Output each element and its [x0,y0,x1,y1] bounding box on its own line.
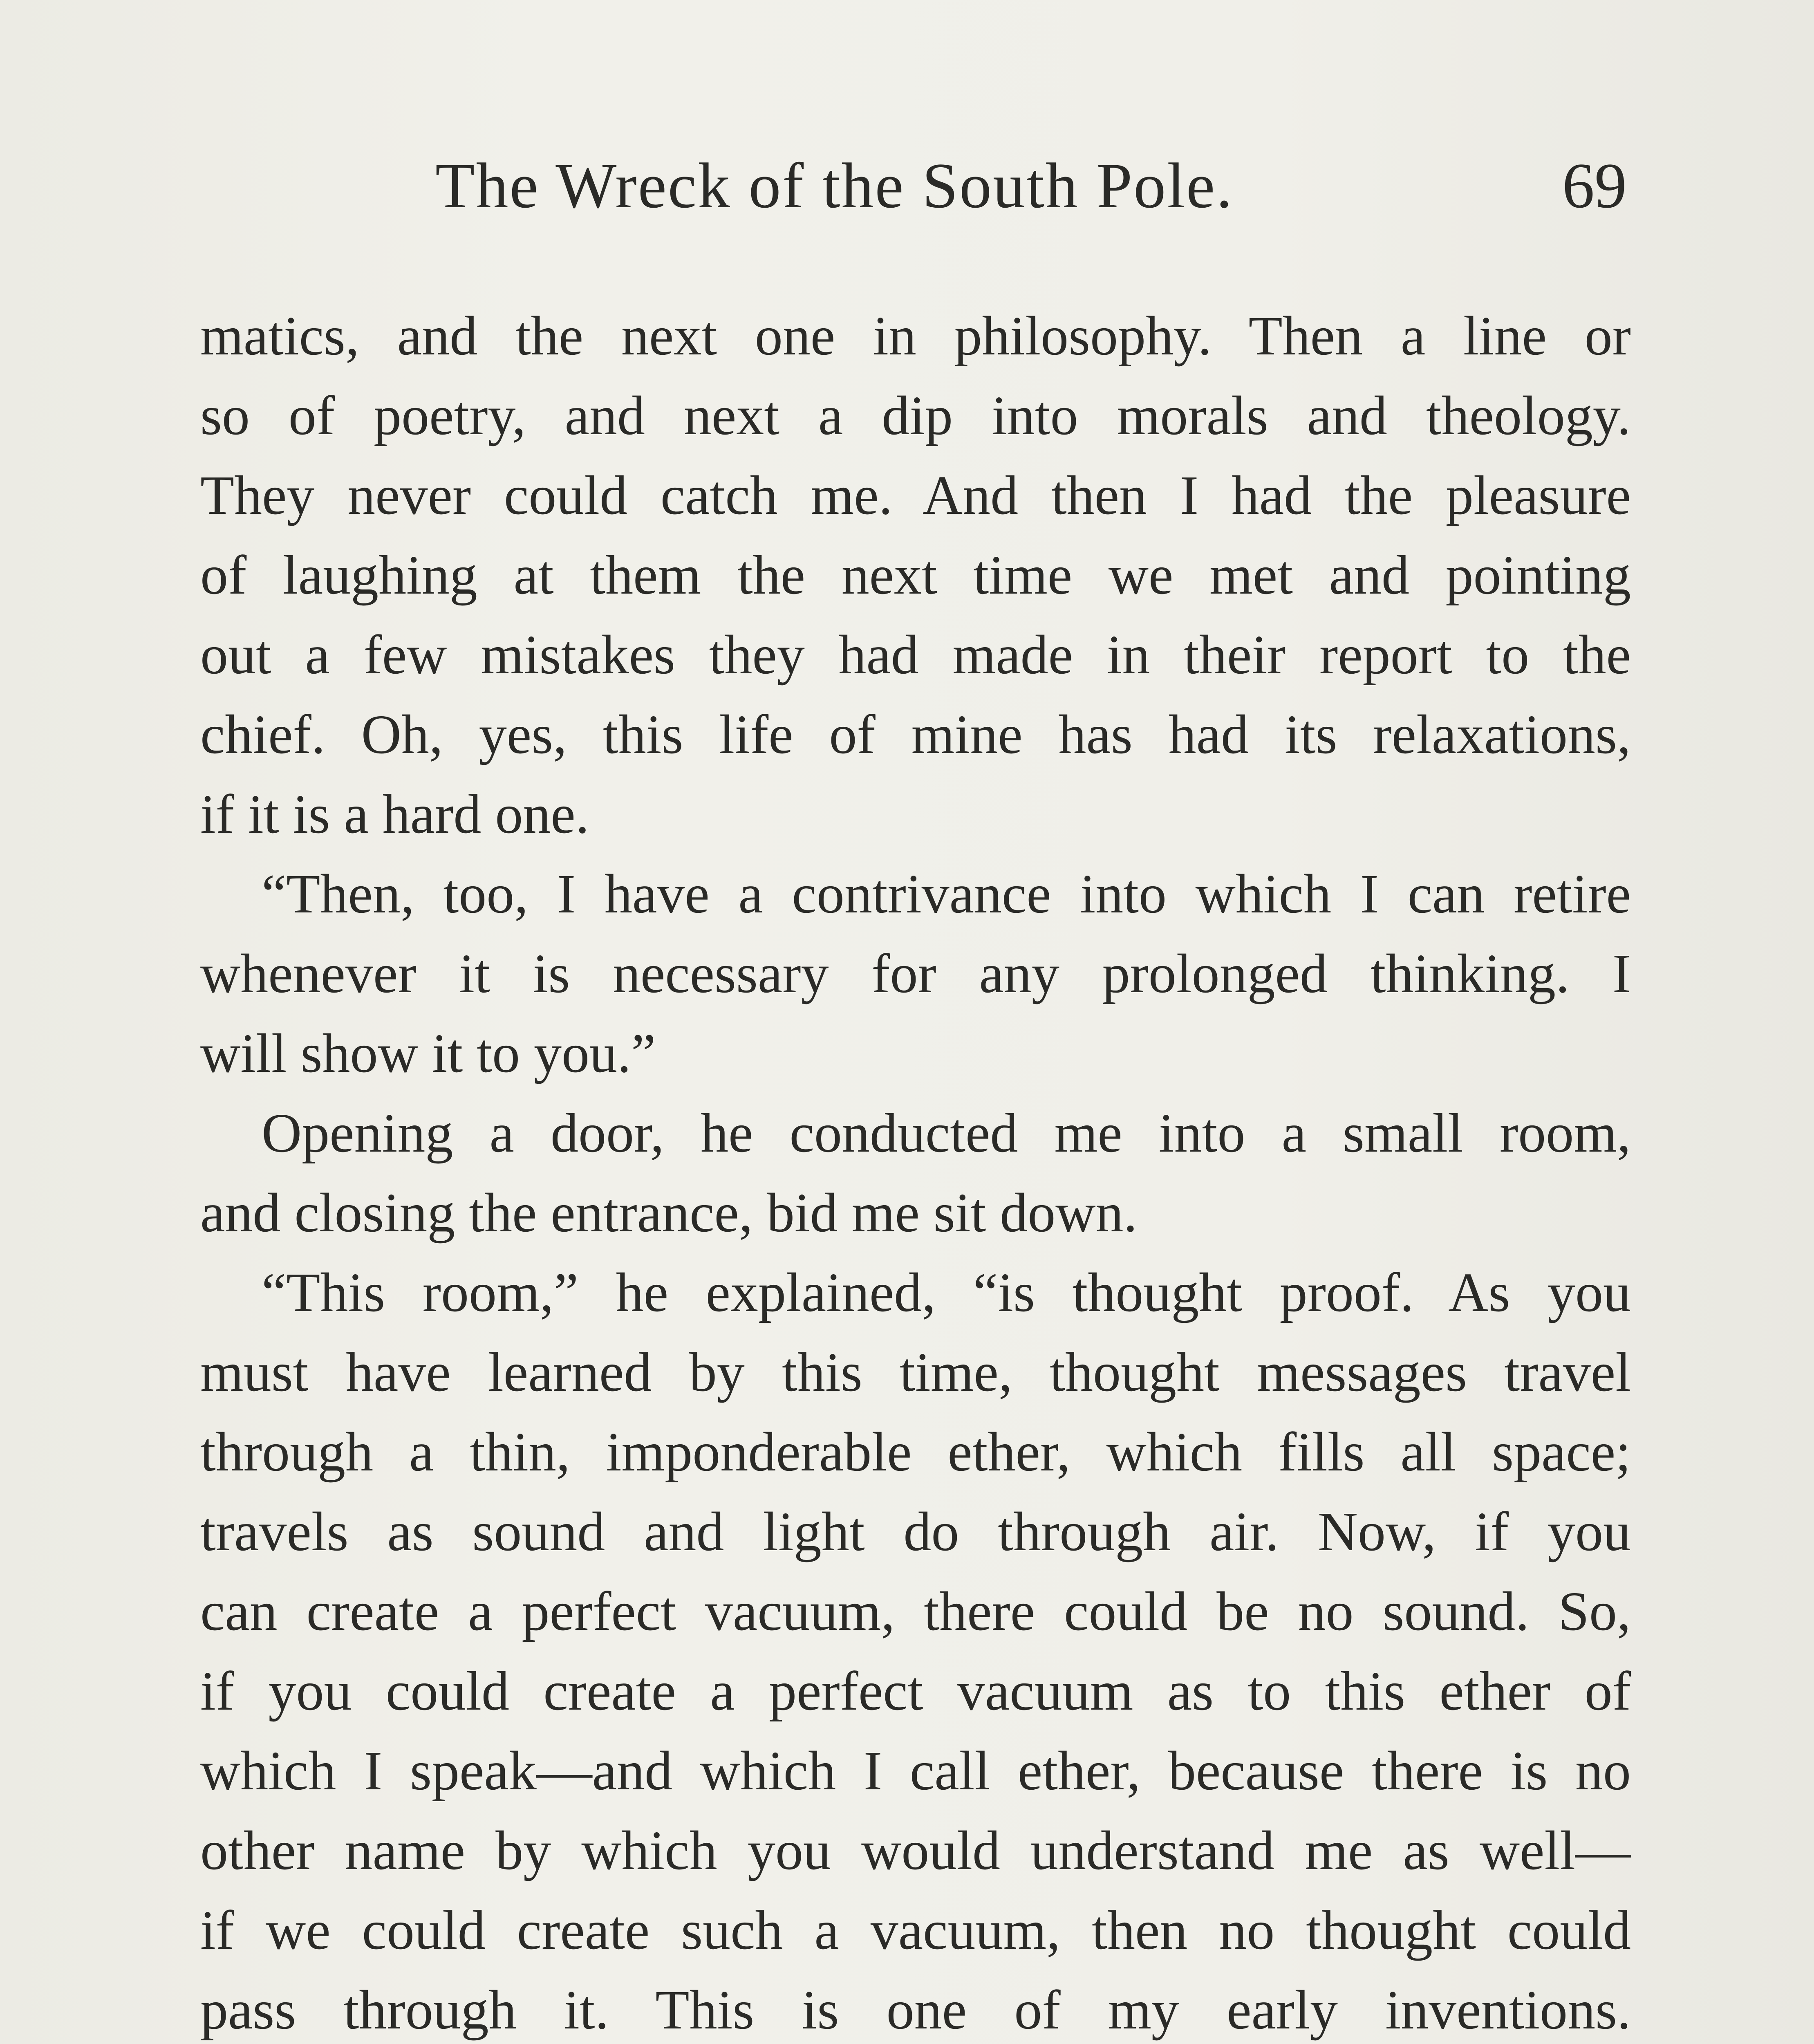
text-line: “This room,” he explained, “is thought proof. As you [262,1262,1631,1323]
text-line: must have learned by this time, thought messages travel [200,1342,1631,1403]
text-line: if you could create a perfect vacuum as to this ether of [200,1661,1631,1722]
page-number: 69 [1562,150,1627,222]
text-line: They never could catch me. And then I had the pleasure [200,465,1631,526]
text-line: “Then, too, I have a contrivance into which I can retire [262,863,1631,925]
text-line: can create a perfect vacuum, there could be no sound. So, [200,1581,1631,1642]
text-line: out a few mistakes they had made in their report to the [200,624,1631,686]
text-line: through a thin, imponderable ether, which fills all space; [200,1421,1631,1483]
text-line: will show it to you.” [200,1023,656,1084]
text-line: pass through it. This is one of my early inventions. [200,1979,1631,2041]
text-line: matics, and the next one in philosophy. Then a line or [200,305,1631,367]
body-text [200,296,1631,2044]
text-line: if it is a hard one. [200,784,589,845]
text-line: of laughing at them the next time we met and pointing [200,545,1631,606]
text-line: which I speak—and which I call ether, because there is no [200,1740,1631,1802]
text-line: Opening a door, he conducted me into a small room, [262,1103,1631,1164]
running-title: The Wreck of the South Pole. [435,150,1234,222]
text-line: travels as sound and light do through air. Now, if you [200,1501,1631,1562]
page-header [200,147,1627,225]
text-line: so of poetry, and next a dip into morals and theology. [200,385,1631,446]
text-line: if we could create such a vacuum, then no thought could [200,1900,1631,1961]
text-line: whenever it is necessary for any prolonged thinking. I [200,943,1631,1004]
text-line: and closing the entrance, bid me sit down. [200,1182,1138,1244]
text-line: other name by which you would understand me as well— [200,1820,1631,1881]
text-line: chief. Oh, yes, this life of mine has had its relaxations, [200,704,1631,765]
